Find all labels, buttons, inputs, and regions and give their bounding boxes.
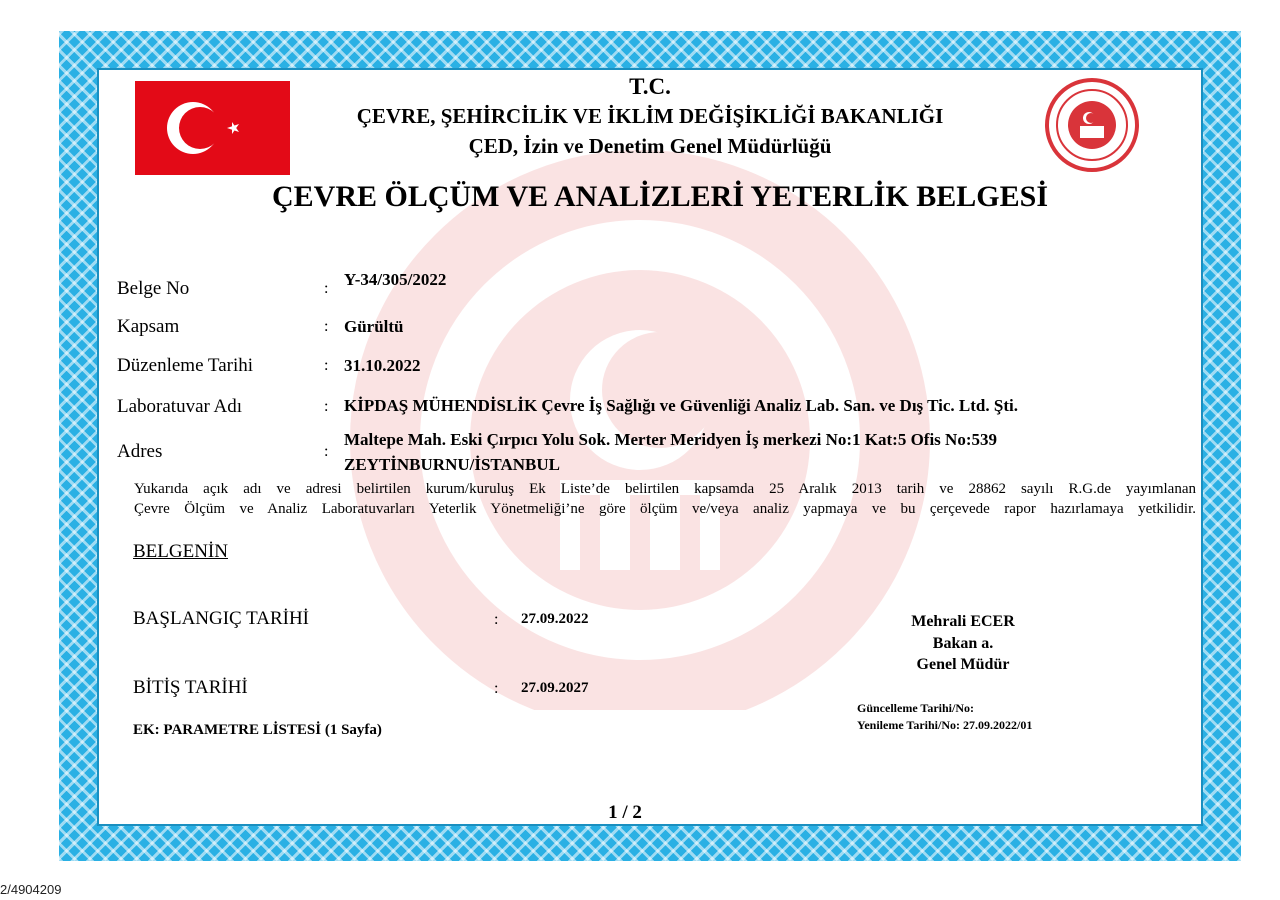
renewal-date: Yenileme Tarihi/No: 27.09.2022/01	[857, 718, 1033, 732]
ministry-seal-icon	[1043, 78, 1141, 172]
field-value-belge-no: Y-34/305/2022	[344, 270, 447, 289]
field-value-adres-line1: Maltepe Mah. Eski Çırpıcı Yolu Sok. Merter Meridyen İş merkezi No:1 Kat:5 Ofis No:539	[344, 430, 997, 449]
field-colon: :	[494, 680, 499, 697]
field-label-belge-no: Belge No	[117, 278, 190, 299]
field-colon: :	[324, 443, 329, 460]
start-date-label: BAŞLANGIÇ TARİHİ	[133, 608, 309, 629]
field-colon: :	[324, 398, 329, 415]
validity-heading: BELGENİN	[133, 541, 228, 562]
country-heading: T.C.	[629, 74, 671, 99]
field-colon: :	[494, 611, 499, 628]
end-date-label: BİTİŞ TARİHİ	[133, 677, 248, 698]
update-date: Güncelleme Tarihi/No:	[857, 701, 974, 715]
field-value-adres-line2: ZEYTİNBURNU/İSTANBUL	[344, 455, 561, 474]
field-colon: :	[324, 357, 329, 374]
start-date-value: 27.09.2022	[521, 611, 589, 627]
authorization-text-line1: Yukarıda açık adı ve adresi belirtilen kurum/kuruluş Ek Liste’de belirtilen kapsamda 25 Aralık 2013 tarih ve 28862 sayılı R.G.de yayımlanan	[134, 481, 1196, 497]
end-date-value: 27.09.2027	[521, 680, 589, 696]
document-id: 2/4904209	[0, 882, 62, 897]
field-value-kapsam: Gürültü	[344, 317, 404, 336]
page-number: 1 / 2	[608, 802, 642, 823]
turkish-flag-icon	[135, 81, 290, 175]
field-colon: :	[324, 318, 329, 335]
field-colon: :	[324, 280, 329, 297]
annex-note: EK: PARAMETRE LİSTESİ (1 Sayfa)	[133, 722, 382, 738]
field-value-laboratuvar-adi: KİPDAŞ MÜHENDİSLİK Çevre İş Sağlığı ve Güvenliği Analiz Lab. San. ve Dış Tic. Ltd. Şti.	[344, 396, 1018, 415]
field-label-adres: Adres	[117, 441, 163, 462]
signatory-title: Genel Müdür	[916, 656, 1010, 673]
signatory-on-behalf: Bakan a.	[932, 635, 994, 652]
field-value-duzenleme-tarihi: 31.10.2022	[344, 356, 421, 375]
field-label-kapsam: Kapsam	[117, 316, 180, 337]
directorate-heading: ÇED, İzin ve Denetim Genel Müdürlüğü	[468, 134, 832, 158]
authorization-text-line2: Çevre Ölçüm ve Analiz Laboratuvarları Yeterlik Yönetmeliği’ne göre ölçüm ve/veya analiz yapmaya ve bu çerçevede rapor hazırlamaya yetkilidir.	[134, 501, 1196, 517]
field-label-laboratuvar-adi: Laboratuvar Adı	[117, 396, 243, 417]
signatory-name: Mehrali ECER	[911, 613, 1015, 630]
ministry-heading: ÇEVRE, ŞEHİRCİLİK VE İKLİM DEĞİŞİKLİĞİ BAKANLIĞI	[356, 104, 944, 128]
field-label-duzenleme-tarihi: Düzenleme Tarihi	[117, 355, 254, 376]
certificate-title: ÇEVRE ÖLÇÜM VE ANALİZLERİ YETERLİK BELGESİ	[271, 180, 1049, 213]
